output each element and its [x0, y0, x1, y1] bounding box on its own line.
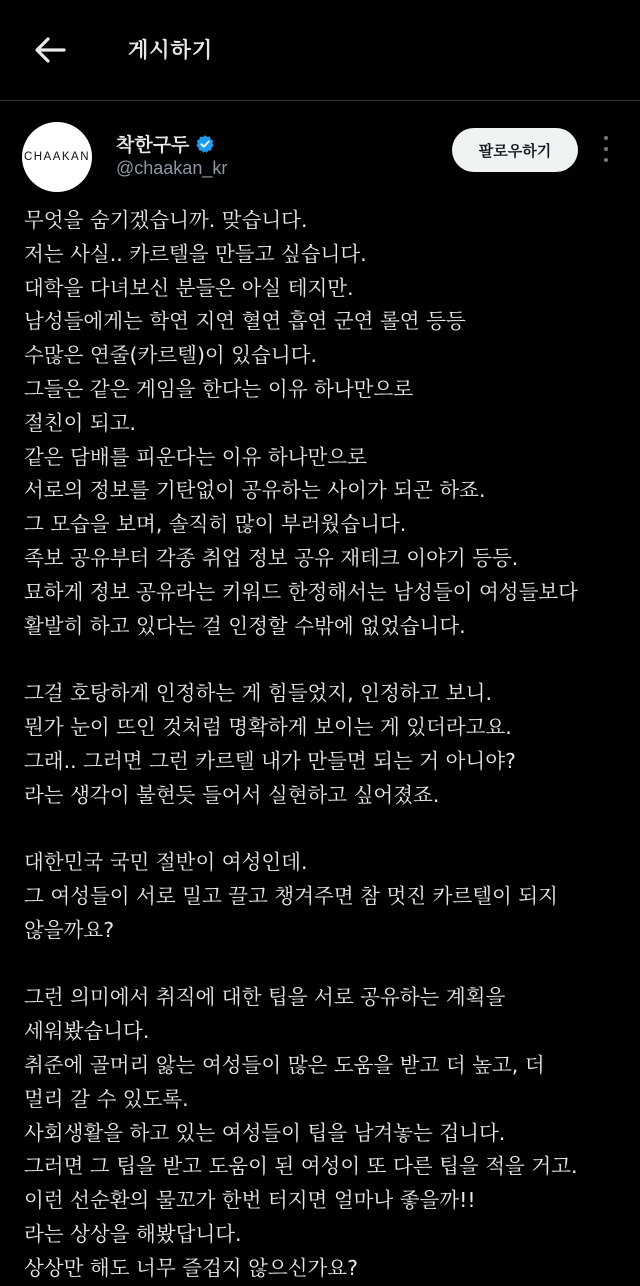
post-line: 절친이 되고. [24, 410, 137, 435]
post-line: 같은 담배를 피운다는 이유 하나만으로 [24, 444, 367, 469]
post-line: 대학을 다녀보신 분들은 아실 테지만. [24, 275, 354, 300]
more-dot [604, 147, 608, 151]
post-line: 그들은 같은 게임을 한다는 이유 하나만으로 [24, 376, 414, 401]
post-line: 라는 상상을 해봤답니다. [24, 1221, 242, 1246]
author-name-text: 착한구두 [116, 134, 190, 156]
paragraph-break [24, 643, 624, 677]
post-line: 이런 선순환의 물꼬가 한번 터지면 얼마나 좋을까!! [24, 1188, 476, 1213]
avatar-logo-text: CHAAKAN [23, 151, 91, 163]
author-handle[interactable]: @chaakan_kr [116, 158, 228, 178]
post-line: 그걸 호탕하게 인정하는 게 힘들었지, 인정하고 보니. [24, 681, 492, 706]
author-name[interactable] [116, 130, 215, 157]
post-line: 라는 생각이 불현듯 들어서 실현하고 싶어졌죠. [24, 782, 440, 807]
page-title: 게시하기 [128, 38, 214, 62]
post-line: 사회생활을 하고 있는 여성들이 팁을 남겨놓는 겁니다. [24, 1120, 506, 1145]
more-options-icon[interactable] [596, 134, 616, 164]
post-line: 그래.. 그러면 그런 카르텔 내가 만들면 되는 거 아니야? [24, 748, 516, 773]
top-bar [0, 0, 640, 100]
more-dot [604, 136, 608, 140]
post-line: 저는 사실.. 카르텔을 만들고 싶습니다. [24, 241, 367, 266]
post-line: 남성들에게는 학연 지연 혈연 흡연 군연 롤연 등등 [24, 309, 466, 334]
post-line: 족보 공유부터 각종 취업 정보 공유 재테크 이야기 등등. [24, 545, 519, 570]
back-button[interactable] [30, 30, 70, 70]
post-line: 그런 의미에서 취직에 대한 팁을 서로 공유하는 계획을 [24, 985, 506, 1010]
post-line: 무엇을 숨기겠습니까. 맞습니다. [24, 208, 308, 232]
post-body [24, 204, 624, 1286]
post-line: 대한민국 국민 절반이 여성인데. [24, 850, 308, 875]
post-line: 그러면 그 팁을 받고 도움이 된 여성이 또 다른 팁을 적을 거고. [24, 1154, 578, 1179]
more-dot [604, 158, 608, 162]
follow-button[interactable]: 팔로우하기 [452, 128, 578, 172]
post-line: 그 모습을 보며, 솔직히 많이 부러웠습니다. [24, 512, 407, 537]
post-line: 취준에 골머리 앓는 여성들이 많은 도움을 받고 더 높고, 더 [24, 1052, 545, 1077]
post-line: 뭔가 눈이 뜨인 것처럼 명확하게 보이는 게 있더라고요. [24, 714, 512, 739]
paragraph-break [24, 948, 624, 982]
avatar[interactable] [22, 122, 92, 192]
post-line: 멀리 갈 수 있도록. [24, 1086, 189, 1111]
post-line: 서로의 정보를 기탄없이 공유하는 사이가 되곤 하죠. [24, 478, 486, 503]
post-line: 세워봤습니다. [24, 1019, 150, 1044]
post-line: 않을까요? [24, 917, 115, 942]
post-line: 수많은 연줄(카르텔)이 있습니다. [24, 343, 317, 368]
paragraph-break [24, 812, 624, 846]
verified-badge-icon [195, 134, 215, 154]
post-line: 묘하게 정보 공유라는 키워드 한정해서는 남성들이 여성들보다 [24, 579, 578, 604]
post-line: 상상만 해도 너무 즐겁지 않으신가요? [24, 1255, 358, 1280]
header-divider [0, 100, 640, 101]
back-arrow-icon [34, 36, 66, 64]
post-line: 활발히 하고 있다는 걸 인정할 수밖에 없었습니다. [24, 613, 466, 638]
post-line: 그 여성들이 서로 밀고 끌고 챙겨주면 참 멋진 카르텔이 되지 [24, 883, 558, 908]
